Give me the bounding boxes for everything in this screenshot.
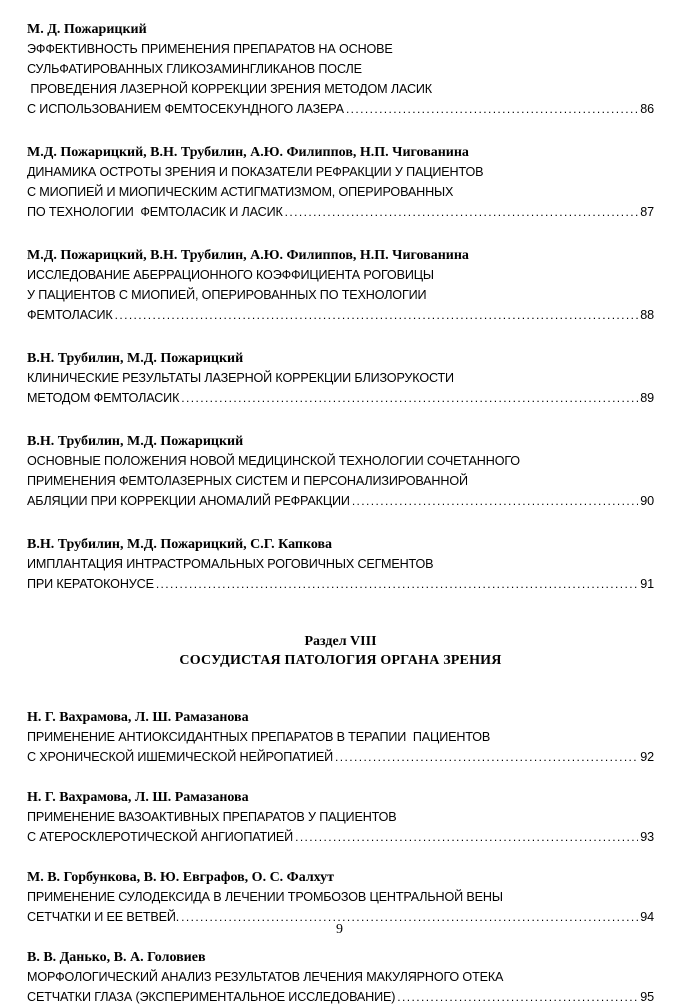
entry-title-line: ПРИМЕНЕНИЯ ФЕМТОЛАЗЕРНЫХ СИСТЕМ И ПЕРСОНАЛИЗИРОВАННОЙ <box>27 474 468 488</box>
entry-title-line: ИМПЛАНТАЦИЯ ИНТРАСТРОМАЛЬНЫХ РОГОВИЧНЫХ СЕГМЕНТОВ <box>27 557 434 571</box>
dot-leader <box>285 202 639 222</box>
entry-title-line: ОСНОВНЫЕ ПОЛОЖЕНИЯ НОВОЙ МЕДИЦИНСКОЙ ТЕХНОЛОГИИ СОЧЕТАННОГО <box>27 454 520 468</box>
toc-entry <box>27 788 654 847</box>
entry-page-number: 94 <box>640 910 654 924</box>
toc-entry <box>27 143 654 222</box>
entry-authors: В.Н. Трубилин, М.Д. Пожарицкий <box>27 351 244 366</box>
toc-entry <box>27 868 654 927</box>
entry-title-line: КЛИНИЧЕСКИЕ РЕЗУЛЬТАТЫ ЛАЗЕРНОЙ КОРРЕКЦИИ БЛИЗОРУКОСТИ <box>27 371 454 385</box>
entry-page-number: 95 <box>640 990 654 1004</box>
toc-entry <box>27 349 654 408</box>
entry-title-line: У ПАЦИЕНТОВ С МИОПИЕЙ, ОПЕРИРОВАННЫХ ПО ТЕХНОЛОГИИ <box>27 288 427 302</box>
entry-title-line-with-page <box>27 747 654 767</box>
entry-title-line-with-page <box>27 827 654 847</box>
dot-leader <box>181 388 638 408</box>
entry-title-line: С МИОПИЕЙ И МИОПИЧЕСКИМ АСТИГМАТИЗМОМ, ОПЕРИРОВАННЫХ <box>27 185 454 199</box>
dot-leader <box>115 305 639 325</box>
entry-title-line: МЕТОДОМ ФЕМТОЛАСИК <box>27 391 180 405</box>
entry-title-line: С ИСПОЛЬЗОВАНИЕМ ФЕМТОСЕКУНДНОГО ЛАЗЕРА <box>27 102 344 116</box>
entry-page-number: 92 <box>640 750 654 764</box>
dot-leader <box>346 99 638 119</box>
entry-title-line: ЭФФЕКТИВНОСТЬ ПРИМЕНЕНИЯ ПРЕПАРАТОВ НА ОСНОВЕ <box>27 42 393 56</box>
entry-title-line-with-page <box>27 987 654 1007</box>
entry-title-line: ФЕМТОЛАСИК <box>27 308 113 322</box>
entry-title-line: ИССЛЕДОВАНИЕ АБЕРРАЦИОННОГО КОЭФФИЦИЕНТА РОГОВИЦЫ <box>27 268 434 282</box>
entry-authors: Н. Г. Вахрамова, Л. Ш. Рамазанова <box>27 710 249 725</box>
entry-title-line-with-page <box>27 305 654 325</box>
section-title: СОСУДИСТАЯ ПАТОЛОГИЯ ОРГАНА ЗРЕНИЯ <box>179 653 502 668</box>
entry-title-line-with-page <box>27 202 654 222</box>
table-of-contents <box>27 20 654 1007</box>
dot-leader <box>352 491 638 511</box>
entry-page-number: 89 <box>640 391 654 405</box>
dot-leader <box>335 747 638 767</box>
dot-leader <box>397 987 638 1007</box>
entry-title-line: ПРИМЕНЕНИЕ ВАЗОАКТИВНЫХ ПРЕПАРАТОВ У ПАЦИЕНТОВ <box>27 810 397 824</box>
entry-title-line: ПРОВЕДЕНИЯ ЛАЗЕРНОЙ КОРРЕКЦИИ ЗРЕНИЯ МЕТОДОМ ЛАСИК <box>27 82 432 96</box>
entry-title-line-with-page <box>27 99 654 119</box>
entry-authors: М. В. Горбункова, В. Ю. Евграфов, О. С. Фалхут <box>27 870 335 885</box>
toc-entry <box>27 948 654 1007</box>
entry-title-line: СЕТЧАТКИ ГЛАЗА (ЭКСПЕРИМЕНТАЛЬНОЕ ИССЛЕДОВАНИЕ) <box>27 990 396 1004</box>
toc-entry <box>27 708 654 767</box>
entry-title-line: АБЛЯЦИИ ПРИ КОРРЕКЦИИ АНОМАЛИЙ РЕФРАКЦИИ <box>27 494 350 508</box>
entry-authors: В. В. Данько, В. А. Головиев <box>27 950 206 965</box>
section-label: Раздел VIII <box>304 634 377 649</box>
entry-title-line: С АТЕРОСКЛЕРОТИЧЕСКОЙ АНГИОПАТИЕЙ <box>27 830 294 844</box>
entry-authors: М.Д. Пожарицкий, В.Н. Трубилин, А.Ю. Филиппов, Н.П. Чигованина <box>27 248 469 263</box>
toc-entry <box>27 20 654 119</box>
entry-authors: Н. Г. Вахрамова, Л. Ш. Рамазанова <box>27 790 249 805</box>
entry-title-line: ПРИМЕНЕНИЕ СУЛОДЕКСИДА В ЛЕЧЕНИИ ТРОМБОЗОВ ЦЕНТРАЛЬНОЙ ВЕНЫ <box>27 890 503 904</box>
entry-page-number: 93 <box>640 830 654 844</box>
entry-page-number: 88 <box>640 308 654 322</box>
entry-authors: М. Д. Пожарицкий <box>27 22 147 37</box>
toc-entry <box>27 535 654 594</box>
dot-leader <box>156 574 638 594</box>
entry-page-number: 91 <box>640 577 654 591</box>
toc-entry <box>27 246 654 325</box>
entry-title-line: МОРФОЛОГИЧЕСКИЙ АНАЛИЗ РЕЗУЛЬТАТОВ ЛЕЧЕНИЯ МАКУЛЯРНОГО ОТЕКА <box>27 970 504 984</box>
entry-title-line-with-page <box>27 574 654 594</box>
entry-title-line: ДИНАМИКА ОСТРОТЫ ЗРЕНИЯ И ПОКАЗАТЕЛИ РЕФРАКЦИИ У ПАЦИЕНТОВ <box>27 165 484 179</box>
page-number: 9 <box>336 922 343 937</box>
entry-title-line: ПРИ КЕРАТОКОНУСЕ <box>27 577 154 591</box>
entry-authors: М.Д. Пожарицкий, В.Н. Трубилин, А.Ю. Филиппов, Н.П. Чигованина <box>27 145 469 160</box>
entry-page-number: 90 <box>640 494 654 508</box>
entry-title-line: С ХРОНИЧЕСКОЙ ИШЕМИЧЕСКОЙ НЕЙРОПАТИЕЙ <box>27 750 334 764</box>
entry-title-line-with-page <box>27 491 654 511</box>
entry-title-line: ПРИМЕНЕНИЕ АНТИОКСИДАНТНЫХ ПРЕПАРАТОВ В ТЕРАПИИ ПАЦИЕНТОВ <box>27 730 491 744</box>
entry-title-line: ПО ТЕХНОЛОГИИ ФЕМТОЛАСИК И ЛАСИК <box>27 205 283 219</box>
entry-authors: В.Н. Трубилин, М.Д. Пожарицкий <box>27 434 244 449</box>
entry-title-line: СУЛЬФАТИРОВАННЫХ ГЛИКОЗАМИНГЛИКАНОВ ПОСЛЕ <box>27 62 362 76</box>
entry-title-line-with-page <box>27 388 654 408</box>
entry-title-line: СЕТЧАТКИ И ЕЕ ВЕТВЕЙ. <box>27 910 180 924</box>
entry-page-number: 86 <box>640 102 654 116</box>
entry-authors: В.Н. Трубилин, М.Д. Пожарицкий, С.Г. Капкова <box>27 537 333 552</box>
toc-entry <box>27 432 654 511</box>
entry-page-number: 87 <box>640 205 654 219</box>
dot-leader <box>295 827 638 847</box>
section-heading <box>27 632 654 671</box>
